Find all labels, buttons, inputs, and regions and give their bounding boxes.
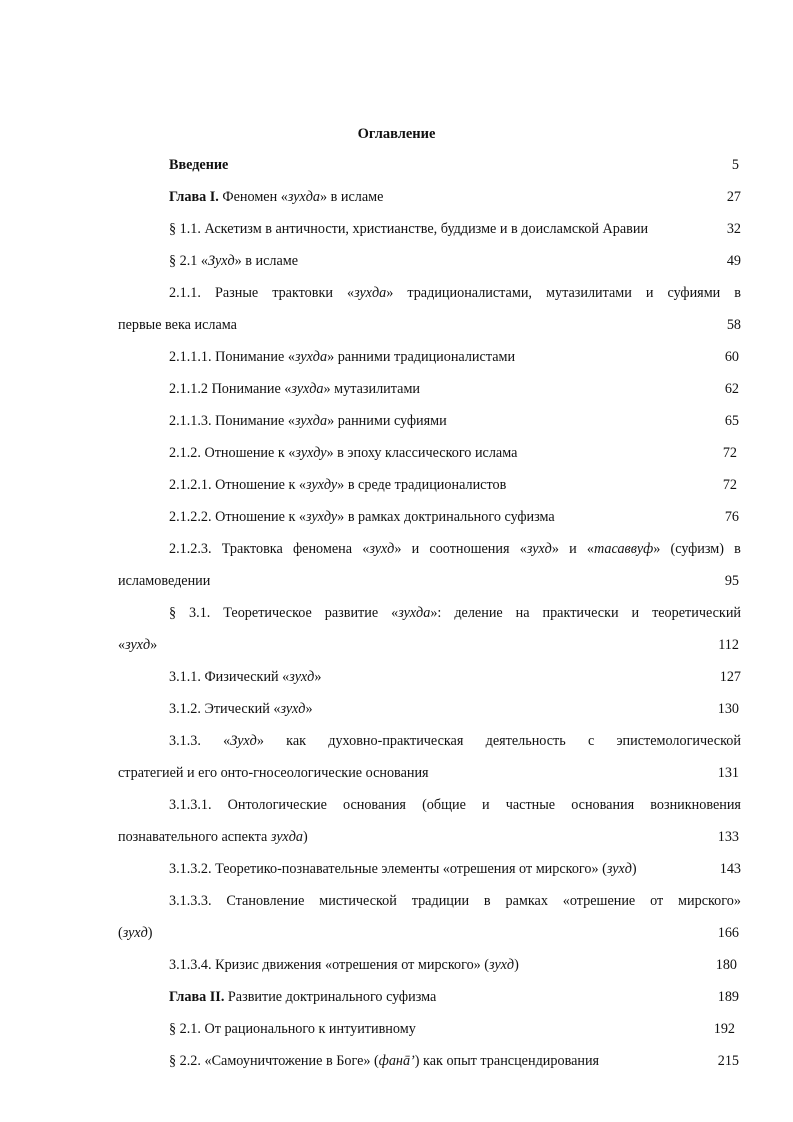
page-number: 27: [726, 189, 741, 205]
toc-entry-3-1-1: 3.1.1. Физический «зухд»: [169, 669, 322, 685]
toc-entry-2-1-2: 2.1.2. Отношение к «зухду» в эпоху классического ислама: [169, 445, 518, 461]
page-number: 60: [724, 349, 739, 365]
page-number: 65: [724, 413, 739, 429]
toc-entry-ch2-2-1: § 2.1. От рационального к интуитивному: [169, 1021, 416, 1037]
toc-entry-3-1-3-1-line-2: познавательного аспекта зухда): [118, 829, 308, 845]
toc-entry-2-1-2-1: 2.1.2.1. Отношение к «зухду» в среде традиционалистов: [169, 477, 507, 493]
toc-entry-3-1-2: 3.1.2. Этический «зухд»: [169, 701, 313, 717]
page-number: 189: [717, 989, 739, 1005]
page-number: 5: [731, 157, 739, 173]
page-number: 76: [724, 509, 739, 525]
toc-entry-2-1-1-line-1: 2.1.1. Разные трактовки «зухда» традиционалистами, мутазилитами и суфиями в: [169, 285, 741, 301]
page-number: 112: [718, 637, 739, 653]
page-number: 95: [724, 573, 739, 589]
toc-entry-2-1: § 2.1 «Зухд» в исламе: [169, 253, 299, 269]
page-number: 131: [717, 765, 739, 781]
toc-entry-3-1-3-4: 3.1.3.4. Кризис движения «отрешения от мирского» (зухд): [169, 957, 519, 973]
toc-entry-3-1-3-1-line-1: 3.1.3.1. Онтологические основания (общие и частные основания возникновения: [169, 797, 741, 813]
toc-entry-2-1-1-line-2: первые века ислама: [118, 317, 237, 333]
toc-entry-3-1-3-2: 3.1.3.2. Теоретико-познавательные элементы «отрешения от мирского» (зухд): [169, 861, 637, 877]
toc-entry-1-1: § 1.1. Аскетизм в античности, христианстве, буддизме и в доисламской Аравии: [169, 221, 649, 237]
toc-entry-3-1-line-1: § 3.1. Теоретическое развитие «зухда»: деление на практически и теоретический: [169, 605, 741, 621]
page-number: 143: [719, 861, 741, 877]
page-number: 49: [726, 253, 741, 269]
page-number: 72: [722, 445, 737, 461]
toc-entry-2-1-1-3: 2.1.1.3. Понимание «зухда» ранними суфиями: [169, 413, 447, 429]
toc-entry-3-1-3-3-line-1: 3.1.3.3. Становление мистической традиции в рамках «отрешение от мирского»: [169, 893, 741, 909]
toc-entry-3-1-line-2: «зухд»: [118, 637, 158, 653]
toc-entry-3-1-3-line-1: 3.1.3. «Зухд» как духовно-практическая деятельность с эпистемологической: [169, 733, 741, 749]
page-number: 32: [726, 221, 741, 237]
toc-entry-3-1-3-line-2: стратегией и его онто-гносеологические основания: [118, 765, 429, 781]
page-number: 166: [717, 925, 739, 941]
toc-entry-2-1-1-2: 2.1.1.2 Понимание «зухда» мутазилитами: [169, 381, 421, 397]
toc-entry-2-1-1-1: 2.1.1.1. Понимание «зухда» ранними традиционалистами: [169, 349, 516, 365]
page-number: 215: [717, 1053, 739, 1069]
page-number: 72: [722, 477, 737, 493]
toc-entry-chapter-1: Глава I. Феномен «зухда» в исламе: [169, 189, 384, 205]
page-number: 58: [726, 317, 741, 333]
page-title: Оглавление: [357, 126, 436, 142]
toc-entry-2-1-2-3-line-1: 2.1.2.3. Трактовка феномена «зухд» и соотношения «зухд» и «тасаввуф» (суфизм) в: [169, 541, 741, 557]
page-number: 192: [713, 1021, 735, 1037]
page-number: 133: [717, 829, 739, 845]
page-number: 62: [724, 381, 739, 397]
toc-entry-intro: Введение: [169, 157, 229, 173]
toc-entry-2-1-2-2: 2.1.2.2. Отношение к «зухду» в рамках доктринального суфизма: [169, 509, 555, 525]
page-number: 130: [717, 701, 739, 717]
toc-entry-3-1-3-3-line-2: (зухд): [118, 925, 153, 941]
toc-entry-ch2-2-2: § 2.2. «Самоуничтожение в Боге» (фанā’) как опыт трансцендирования: [169, 1053, 600, 1069]
toc-entry-chapter-2: Глава II. Развитие доктринального суфизма: [169, 989, 437, 1005]
toc-entry-2-1-2-3-line-2: исламоведении: [118, 573, 211, 589]
page-number: 127: [719, 669, 741, 685]
page-number: 180: [715, 957, 737, 973]
